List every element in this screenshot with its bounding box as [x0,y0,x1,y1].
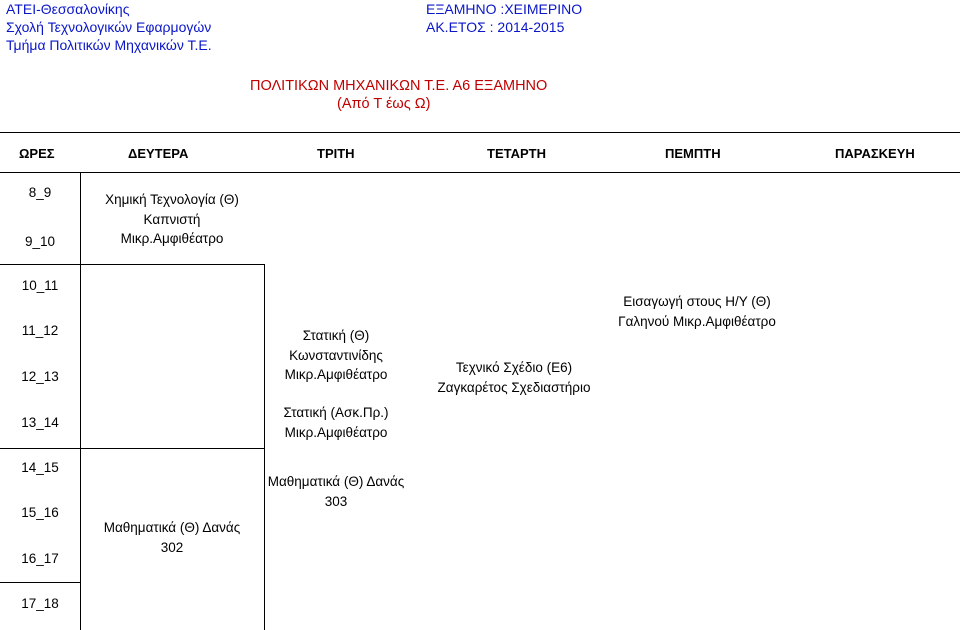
room-number: 302 [160,539,184,555]
course-instructor: Μαθηματικά (Θ) Δανάς [267,474,405,489]
hour-label: 15_16 [21,505,59,520]
school-name: Σχολή Τεχνολογικών Εφαρμογών [6,19,212,35]
column-header-monday: ΔΕΥΤΕΡΑ [128,146,189,161]
hour-label: 16_17 [21,551,59,566]
course-name: Στατική (Ασκ.Πρ.) [283,405,389,420]
hour-label: 14_15 [21,460,59,475]
hour-label: 11_12 [21,323,59,338]
row-divider-evening [0,582,80,583]
academic-year-label: ΑΚ.ΕΤΟΣ : 2014-2015 [426,19,565,35]
hour-label: 13_14 [21,415,59,430]
institution-name: ΑΤΕΙ-Θεσσαλονίκης [6,1,130,17]
room-name: Μικρ.Αμφιθέατρο [120,231,224,246]
class-math-monday [77,518,267,557]
hour-label: 10_11 [21,278,59,293]
page-subtitle: (Από Τ έως Ω) [337,96,431,112]
row-divider-morning [0,264,264,265]
class-math-tuesday [241,472,431,511]
class-technical-drawing [419,358,609,397]
room-name: Μικρ.Αμφιθέατρο [284,424,388,440]
hour-label: 12_13 [21,369,59,384]
class-statics-theory [256,326,416,385]
column-header-thursday: ΠΕΜΠΤΗ [665,146,721,161]
header-bottom-border [0,172,960,173]
department-name: Τμήμα Πολιτικών Μηχανικών Τ.Ε. [6,37,212,53]
instructor-name: Καπνιστή [143,211,201,227]
column-header-wednesday: ΤΕΤΑΡΤΗ [487,146,546,161]
hour-label: 8_9 [28,185,52,200]
monday-column-border [264,264,265,630]
row-divider-midday [0,448,264,449]
course-name: Τεχνικό Σχέδιο (Ε6) [455,360,573,375]
column-header-hours: ΩΡΕΣ [19,146,55,161]
course-name: Χημική Τεχνολογία (Θ) [105,192,239,207]
hour-label: 17_18 [21,596,59,611]
class-intro-computers [597,292,797,331]
room-number: 303 [324,493,348,509]
class-chemical-technology [82,190,262,249]
course-instructor: Μαθηματικά (Θ) Δανάς [103,520,241,535]
hours-column-border [80,172,81,630]
instructor-name: Κωνσταντινίδης [289,347,383,363]
room-name: Μικρ.Αμφιθέατρο [284,367,388,382]
class-statics-lab [256,403,416,442]
hour-label: 9_10 [24,234,56,249]
instructor-room: Ζαγκαρέτος Σχεδιαστήριο [437,379,591,395]
column-header-friday: ΠΑΡΑΣΚΕΥΗ [835,146,915,161]
header-top-border [0,132,960,133]
semester-label: ΕΞΑΜΗΝΟ :ΧΕΙΜΕΡΙΝΟ [426,1,583,17]
page-title: ΠΟΛΙΤΙΚΩΝ ΜΗΧΑΝΙΚΩΝ Τ.Ε. Α6 ΕΞΑΜΗΝΟ [250,78,548,94]
column-header-tuesday: ΤΡΙΤΗ [317,146,355,161]
course-name: Στατική (Θ) [302,328,370,343]
instructor-room: Γαληνού Μικρ.Αμφιθέατρο [618,313,776,329]
course-name: Εισαγωγή στους Η/Υ (Θ) [623,294,771,309]
